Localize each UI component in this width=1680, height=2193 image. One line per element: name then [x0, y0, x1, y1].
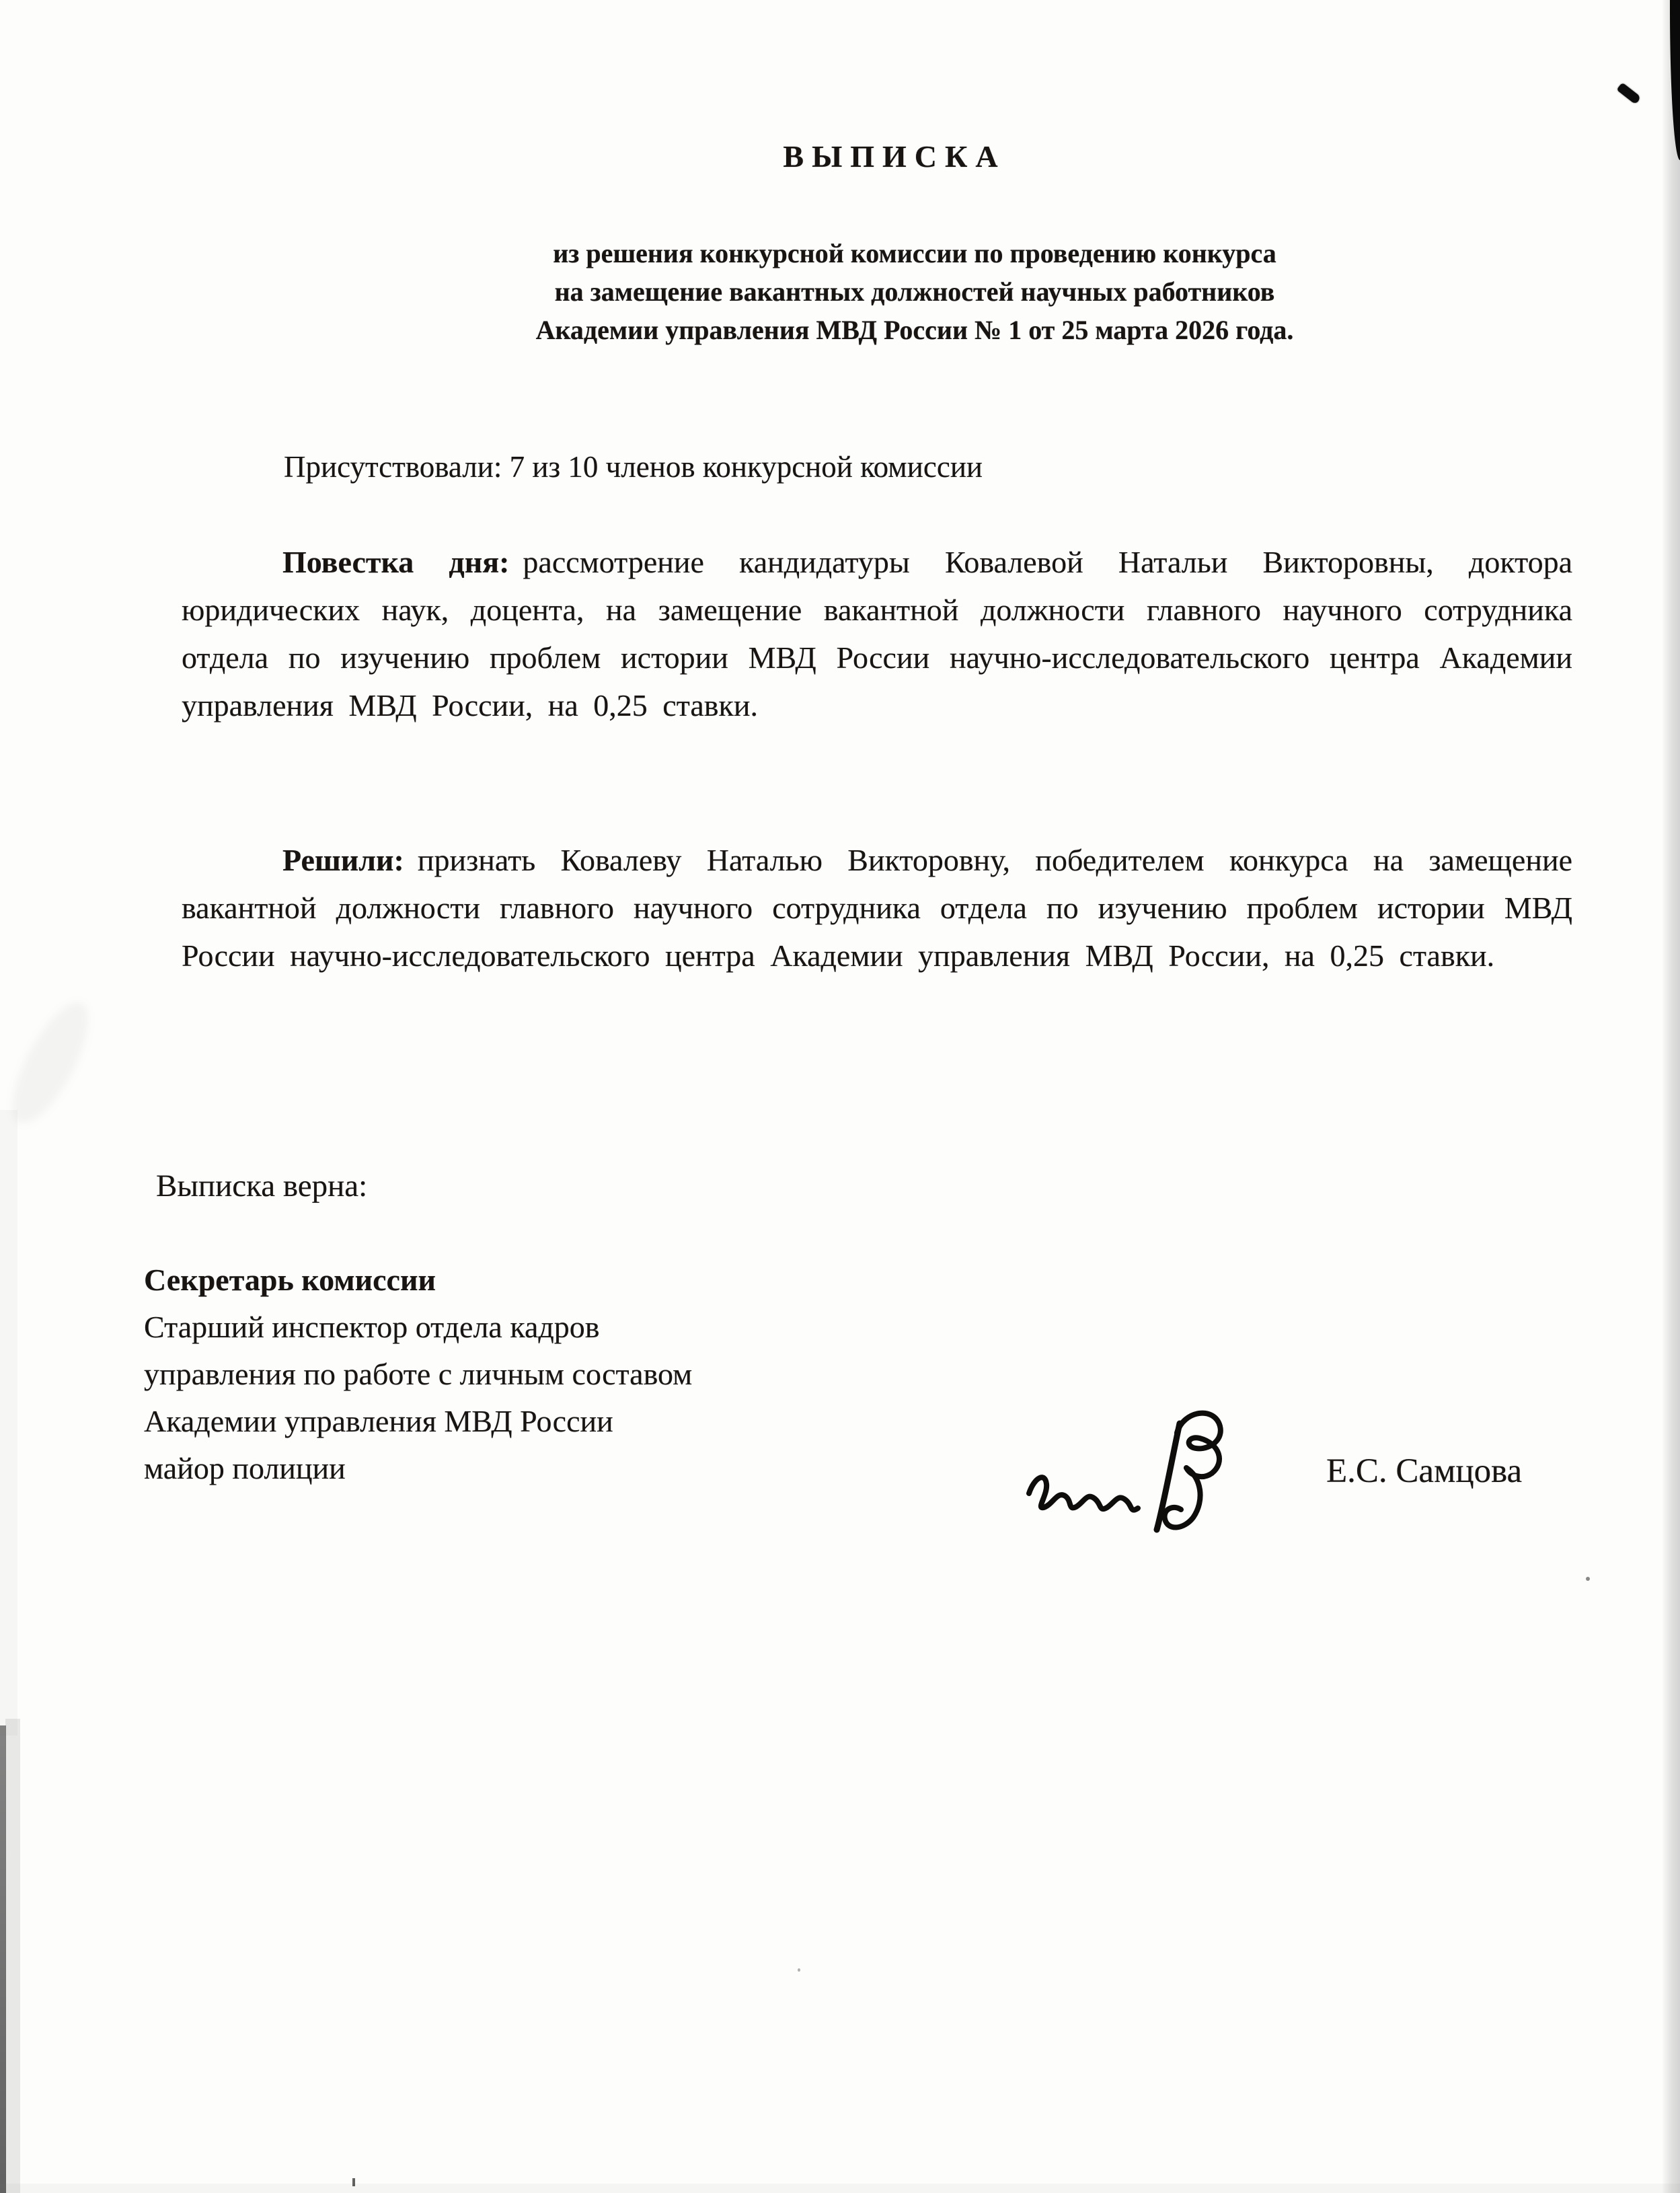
scan-edge-left-dark [0, 1725, 6, 2193]
scan-speck [1586, 1577, 1590, 1581]
signatory-name: Е.С. Самцова [1326, 1452, 1523, 1490]
signatory-role-line: Академии управления МВД России [144, 1404, 613, 1438]
agenda-label: Повестка дня: [282, 545, 510, 579]
document-subtitle [256, 234, 1574, 349]
scan-smudge [0, 992, 103, 1133]
scan-speck [798, 1968, 800, 1972]
ink-mark [1617, 82, 1642, 104]
scan-edge-right [1663, 0, 1680, 2193]
decision-label: Решили: [282, 843, 404, 877]
signatory-role-title: Секретарь комиссии [144, 1263, 436, 1297]
document-title: ВЫПИСКА [783, 139, 1006, 174]
scan-edge-bottom [0, 2184, 1680, 2193]
subtitle-line: на замещение вакантных должностей научных работников [554, 276, 1275, 307]
signatory-role-line: управления по работе с личным составом [144, 1357, 693, 1391]
subtitle-line: из решения конкурсной комиссии по проведению конкурса [553, 238, 1276, 268]
scan-speck [352, 2178, 355, 2186]
decision-paragraph [182, 836, 1572, 979]
scan-edge-left-faint [0, 1110, 17, 1736]
agenda-text: рассмотрение кандидатуры Ковалевой Натальи Викторовны, доктора юридических наук, доцента, на замещение вакантной должности главного научного сотрудника отдела по изучению проблем истории МВД России научно-исследовательского центра Академии управления МВД России, на 0,25 ставки. [182, 545, 1572, 722]
signatory-block [144, 1257, 1085, 1492]
agenda-paragraph [182, 538, 1572, 729]
attendance-line: Присутствовали: 7 из 10 членов конкурсной комиссии [284, 450, 983, 484]
signatory-role-line: Старший инспектор отдела кадров [144, 1310, 600, 1344]
signature [1003, 1398, 1326, 1556]
subtitle-line: Академии управления МВД России № 1 от 25 марта 2026 года. [535, 315, 1294, 345]
certification-line: Выписка верна: [156, 1168, 368, 1203]
signature-strokes [1003, 1398, 1326, 1556]
signatory-role-line: майор полиции [144, 1451, 346, 1485]
decision-text: признать Ковалеву Наталью Викторовну, победителем конкурса на замещение вакантной должности главного научного сотрудника отдела по изучению проблем истории МВД России научно-исследовательского центра Академии управления МВД России, на 0,25 ставки. [182, 843, 1572, 973]
scan-edge-left-light [5, 1719, 20, 2193]
